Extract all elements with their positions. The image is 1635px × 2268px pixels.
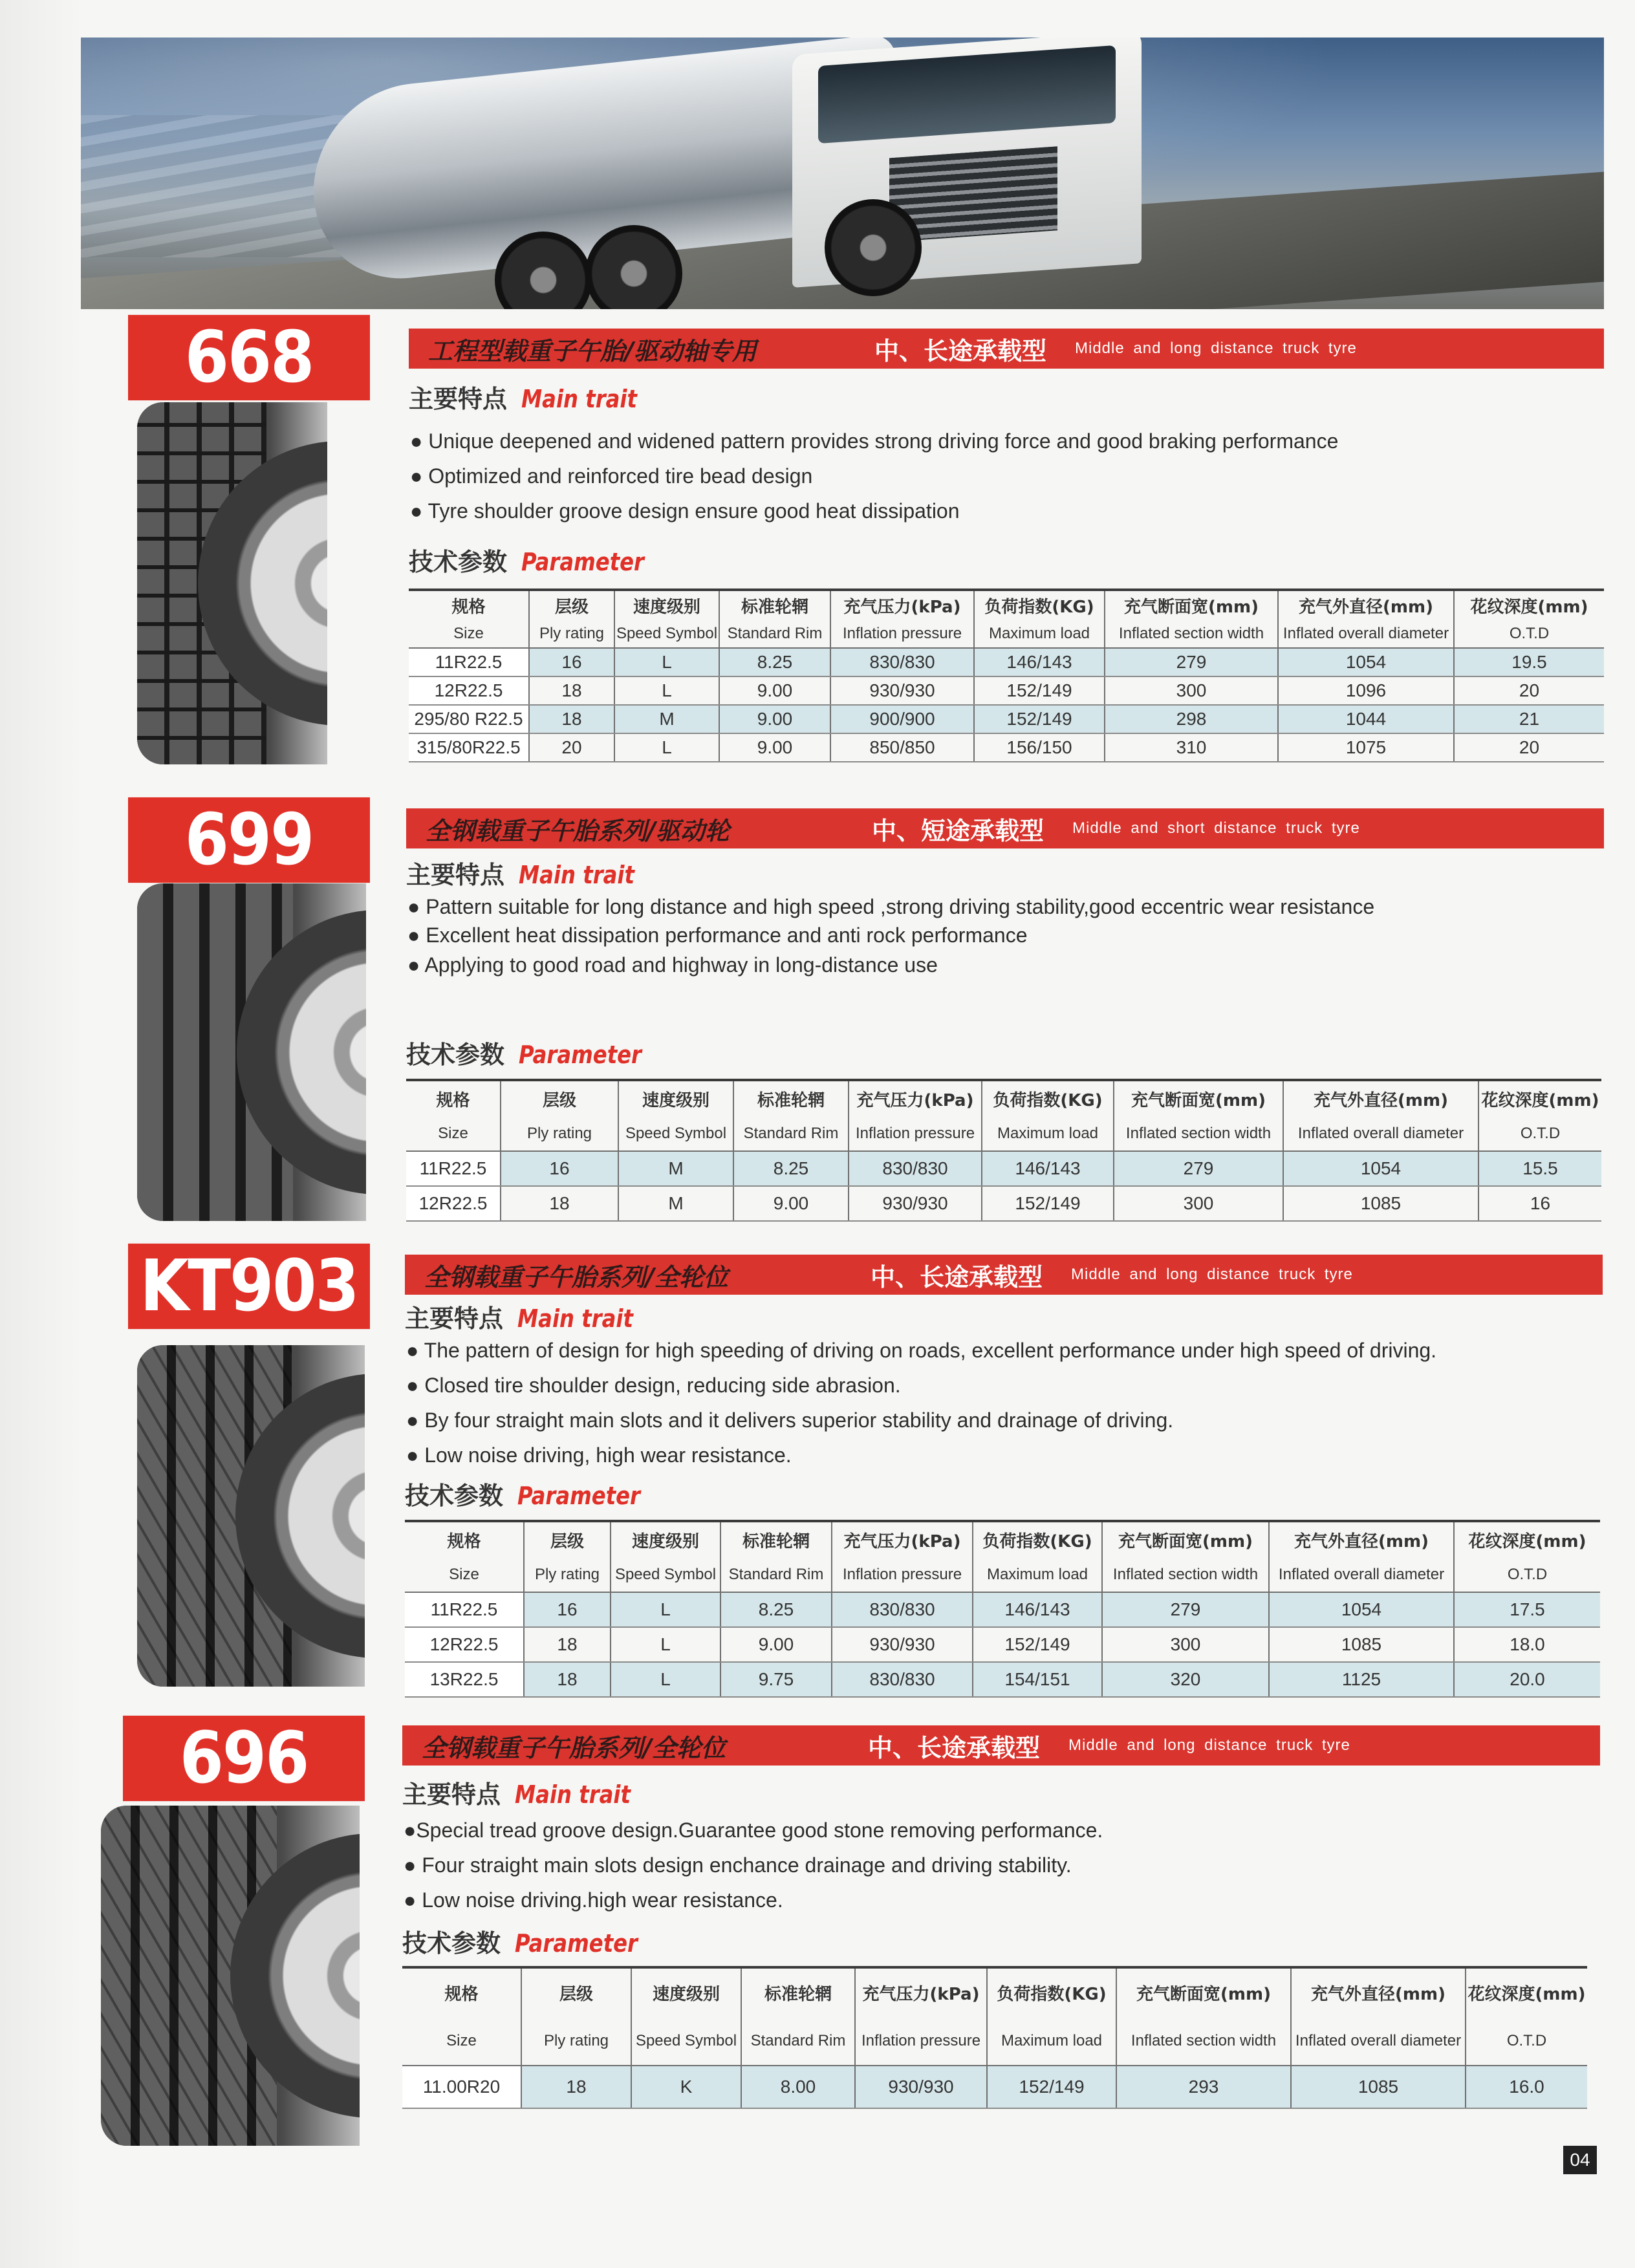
table-cell: O.T.D <box>1478 1116 1601 1151</box>
table-cell: O.T.D <box>1454 1557 1600 1592</box>
table-cell: 层级 <box>529 590 614 620</box>
category-label: 全钢载重子午胎系列/全轮位 <box>424 1262 728 1291</box>
table-cell: 930/930 <box>832 1627 973 1662</box>
table-cell: 12R22.5 <box>406 1186 501 1221</box>
table-cell: Standard Rim <box>733 1116 849 1151</box>
table-cell: 负荷指数(KG) <box>974 590 1105 620</box>
model-tag-kt903: KT903 <box>128 1244 370 1329</box>
table-cell: 16 <box>524 1592 611 1627</box>
table-cell: 18 <box>524 1662 611 1697</box>
model-tag-668: 668 <box>128 315 370 400</box>
table-cell: 830/830 <box>832 1662 973 1697</box>
main-trait-heading <box>406 855 655 891</box>
table-header-cn <box>402 1967 1587 2016</box>
table-cell: 9.00 <box>733 1186 849 1221</box>
table-cell: 层级 <box>521 1967 631 2016</box>
table-cell: 1044 <box>1278 705 1454 733</box>
table-cell: Maximum load <box>987 2016 1116 2066</box>
table-cell: 20 <box>529 733 614 762</box>
table-row <box>402 2066 1587 2108</box>
table-cell: 充气外直径(mm) <box>1283 1080 1478 1116</box>
table-cell: 11R22.5 <box>405 1592 524 1627</box>
table-cell: 15.5 <box>1478 1151 1601 1186</box>
main-trait-en: Main trait <box>521 385 637 413</box>
table-row <box>409 648 1604 676</box>
tyre-699-image <box>137 883 366 1221</box>
table-row <box>409 733 1604 762</box>
table-row <box>409 705 1604 733</box>
table-cell: 规格 <box>402 1967 521 2016</box>
table-cell: Speed Symbol <box>631 2016 741 2066</box>
table-cell: 速度级别 <box>611 1521 720 1557</box>
parameter-cn: 技术参数 <box>409 548 508 576</box>
table-cell: Size <box>402 2016 521 2066</box>
parameter-cn: 技术参数 <box>405 1482 504 1510</box>
table-cell: Inflated overall diameter <box>1283 1116 1478 1151</box>
table-cell: Size <box>405 1557 524 1592</box>
table-cell: 规格 <box>406 1080 501 1116</box>
table-cell: 279 <box>1114 1151 1283 1186</box>
distance-label-en: Middle and long distance truck tyre <box>1068 1736 1350 1754</box>
category-label: 工程型载重子午胎/驱动轴专用 <box>428 336 757 365</box>
table-cell: L <box>614 648 719 676</box>
table-cell: M <box>614 705 719 733</box>
main-trait-cn: 主要特点 <box>402 1780 501 1809</box>
table-cell: O.T.D <box>1466 2016 1587 2066</box>
table-cell: 速度级别 <box>618 1080 733 1116</box>
table-cell: Ply rating <box>529 620 614 648</box>
main-trait-heading <box>402 1775 651 1810</box>
table-cell: 18 <box>521 2066 631 2108</box>
table-cell: Inflated section width <box>1105 620 1278 648</box>
table-cell: Speed Symbol <box>611 1557 720 1592</box>
table-cell: 293 <box>1116 2066 1291 2108</box>
table-cell: 充气外直径(mm) <box>1278 590 1454 620</box>
trait-item: ●Special tread groove design.Guarantee good stone removing performance. <box>404 1819 1103 1842</box>
header-bar-696 <box>402 1725 1600 1766</box>
table-cell: Size <box>409 620 529 648</box>
table-cell: 11R22.5 <box>406 1151 501 1186</box>
table-cell: 18 <box>529 705 614 733</box>
trait-list-kt903 <box>406 1339 1436 1477</box>
table-cell: 16.0 <box>1466 2066 1587 2108</box>
trait-list-668 <box>410 429 1338 534</box>
table-cell: M <box>618 1186 733 1221</box>
table-cell: 9.00 <box>719 705 830 733</box>
table-cell: 830/830 <box>832 1592 973 1627</box>
table-cell: 1085 <box>1283 1186 1478 1221</box>
trait-item: ● The pattern of design for high speeding of driving on roads, excellent performance under high speed of driving. <box>406 1339 1437 1362</box>
table-cell: 1054 <box>1283 1151 1478 1186</box>
table-cell: 充气断面宽(mm) <box>1116 1967 1291 2016</box>
parameter-heading <box>402 1923 660 1959</box>
table-cell: Inflation pressure <box>855 2016 987 2066</box>
trait-item: ● Applying to good road and highway in long-distance use <box>407 953 938 977</box>
table-cell: Standard Rim <box>719 620 830 648</box>
table-cell: Inflated section width <box>1102 1557 1269 1592</box>
table-cell: 930/930 <box>849 1186 982 1221</box>
trait-item: ● Low noise driving.high wear resistance. <box>404 1888 783 1912</box>
trait-item: ● Closed tire shoulder design, reducing side abrasion. <box>406 1374 901 1397</box>
parameter-en: Parameter <box>515 1929 638 1958</box>
distance-label: 中、短途承载型 <box>872 816 1045 845</box>
table-cell: 标准轮辋 <box>720 1521 832 1557</box>
category-label: 全钢载重子午胎系列/全轮位 <box>422 1733 726 1762</box>
trait-item: ● Low noise driving, high wear resistance. <box>406 1443 792 1467</box>
table-cell: K <box>631 2066 741 2108</box>
table-cell: 315/80R22.5 <box>409 733 529 762</box>
table-cell: 298 <box>1105 705 1278 733</box>
table-cell: L <box>614 733 719 762</box>
main-trait-heading <box>405 1299 654 1334</box>
table-cell: 层级 <box>501 1080 618 1116</box>
table-cell: 11R22.5 <box>409 648 529 676</box>
parameter-cn: 技术参数 <box>406 1041 505 1069</box>
distance-label: 中、长途承载型 <box>871 1262 1043 1291</box>
trait-item: ● Four straight main slots design enchance drainage and driving stability. <box>404 1853 1072 1877</box>
table-cell: O.T.D <box>1454 620 1604 648</box>
table-cell: L <box>614 676 719 705</box>
table-cell: 18 <box>529 676 614 705</box>
page-edge-shadow <box>0 0 84 2268</box>
table-cell: 850/850 <box>830 733 974 762</box>
trait-item: ● Unique deepened and widened pattern provides strong driving force and good braking performance <box>410 429 1339 453</box>
table-cell: 830/830 <box>849 1151 982 1186</box>
distance-label-en: Middle and short distance truck tyre <box>1072 819 1360 837</box>
table-cell: Ply rating <box>521 2016 631 2066</box>
main-trait-en: Main trait <box>519 861 634 889</box>
table-cell: Maximum load <box>973 1557 1102 1592</box>
table-cell: 12R22.5 <box>409 676 529 705</box>
table-cell: 146/143 <box>973 1592 1102 1627</box>
table-cell: 标准轮辋 <box>741 1967 855 2016</box>
table-cell: Inflation pressure <box>849 1116 982 1151</box>
table-header-cn <box>409 590 1604 620</box>
table-row <box>405 1592 1600 1627</box>
model-tag-696: 696 <box>123 1716 365 1801</box>
table-cell: 标准轮辋 <box>733 1080 849 1116</box>
tyre-696-image <box>101 1806 360 2146</box>
table-cell: 830/830 <box>830 648 974 676</box>
table-cell: 充气压力(kPa) <box>849 1080 982 1116</box>
table-cell: Ply rating <box>501 1116 618 1151</box>
table-cell: 300 <box>1105 676 1278 705</box>
table-header-cn <box>406 1080 1601 1116</box>
table-cell: 充气压力(kPa) <box>830 590 974 620</box>
table-cell: 9.00 <box>720 1627 832 1662</box>
table-cell: 花纹深度(mm) <box>1454 590 1604 620</box>
table-cell: 16 <box>501 1151 618 1186</box>
table-cell: 16 <box>529 648 614 676</box>
table-cell: Standard Rim <box>720 1557 832 1592</box>
table-cell: 充气断面宽(mm) <box>1102 1521 1269 1557</box>
distance-label-en: Middle and long distance truck tyre <box>1075 340 1357 357</box>
table-cell: 速度级别 <box>631 1967 741 2016</box>
table-cell: 156/150 <box>974 733 1105 762</box>
table-cell: 1085 <box>1291 2066 1466 2108</box>
table-cell: 充气外直径(mm) <box>1291 1967 1466 2016</box>
table-cell: 146/143 <box>974 648 1105 676</box>
table-cell: 9.00 <box>719 733 830 762</box>
parameter-cn: 技术参数 <box>402 1929 501 1958</box>
table-cell: 152/149 <box>987 2066 1116 2108</box>
header-bar-kt903 <box>405 1255 1603 1295</box>
table-cell: 152/149 <box>974 676 1105 705</box>
main-trait-en: Main trait <box>515 1780 631 1809</box>
table-cell: 花纹深度(mm) <box>1478 1080 1601 1116</box>
tyre-668-image <box>137 402 327 764</box>
table-cell: 规格 <box>405 1521 524 1557</box>
table-cell: 152/149 <box>982 1186 1114 1221</box>
table-cell: Maximum load <box>982 1116 1114 1151</box>
table-cell: Inflated overall diameter <box>1269 1557 1454 1592</box>
table-cell: 花纹深度(mm) <box>1454 1521 1600 1557</box>
table-cell: 充气断面宽(mm) <box>1114 1080 1283 1116</box>
table-header-en <box>402 2016 1587 2066</box>
trait-list-696 <box>404 1819 1103 1922</box>
table-header-en <box>406 1116 1601 1151</box>
table-cell: 20 <box>1454 733 1604 762</box>
table-cell: Inflated overall diameter <box>1278 620 1454 648</box>
table-cell: 充气压力(kPa) <box>832 1521 973 1557</box>
main-trait-cn: 主要特点 <box>406 861 505 889</box>
table-cell: 8.25 <box>719 648 830 676</box>
distance-label: 中、长途承载型 <box>874 336 1047 365</box>
parameter-heading <box>409 542 666 578</box>
table-cell: 负荷指数(KG) <box>987 1967 1116 2016</box>
table-cell: 300 <box>1114 1186 1283 1221</box>
table-cell: 充气压力(kPa) <box>855 1967 987 2016</box>
spec-table-668 <box>409 589 1604 762</box>
table-cell: Inflated section width <box>1114 1116 1283 1151</box>
table-cell: L <box>611 1662 720 1697</box>
table-cell: 18 <box>501 1186 618 1221</box>
table-cell: 16 <box>1478 1186 1601 1221</box>
trait-item: ● Tyre shoulder groove design ensure good heat dissipation <box>410 499 960 523</box>
table-cell: 320 <box>1102 1662 1269 1697</box>
spec-table-696 <box>402 1966 1587 2109</box>
table-cell: Standard Rim <box>741 2016 855 2066</box>
table-cell: 11.00R20 <box>402 2066 521 2108</box>
table-cell: 20.0 <box>1454 1662 1600 1697</box>
parameter-heading <box>405 1476 662 1511</box>
table-cell: 规格 <box>409 590 529 620</box>
table-cell: 154/151 <box>973 1662 1102 1697</box>
table-cell: 300 <box>1102 1627 1269 1662</box>
table-row <box>405 1627 1600 1662</box>
table-cell: 1125 <box>1269 1662 1454 1697</box>
category-label: 全钢载重子午胎系列/驱动轮 <box>426 816 730 845</box>
table-cell: Maximum load <box>974 620 1105 648</box>
main-trait-heading <box>409 379 658 415</box>
parameter-en: Parameter <box>521 548 644 576</box>
table-cell: 1096 <box>1278 676 1454 705</box>
table-cell: 12R22.5 <box>405 1627 524 1662</box>
table-row <box>405 1662 1600 1697</box>
table-header-en <box>405 1557 1600 1592</box>
table-cell: Speed Symbol <box>614 620 719 648</box>
table-cell: 310 <box>1105 733 1278 762</box>
parameter-en: Parameter <box>517 1482 640 1510</box>
table-row <box>406 1151 1601 1186</box>
parameter-en: Parameter <box>519 1041 642 1069</box>
table-row <box>406 1186 1601 1221</box>
main-trait-en: Main trait <box>517 1304 633 1333</box>
table-cell: Size <box>406 1116 501 1151</box>
table-cell: L <box>611 1627 720 1662</box>
table-cell: 速度级别 <box>614 590 719 620</box>
table-cell: 20 <box>1454 676 1604 705</box>
table-cell: 1054 <box>1269 1592 1454 1627</box>
trait-item: ● By four straight main slots and it delivers superior stability and drainage of driving. <box>406 1409 1174 1432</box>
trait-list-699 <box>407 895 1374 983</box>
table-cell: Inflated section width <box>1116 2016 1291 2066</box>
page-number: 04 <box>1563 2146 1597 2174</box>
trait-item: ● Pattern suitable for long distance and high speed ,strong driving stability,good eccentric wear resistance <box>407 895 1375 918</box>
table-cell: 充气断面宽(mm) <box>1105 590 1278 620</box>
spec-table-kt903 <box>405 1520 1600 1698</box>
table-cell: 充气外直径(mm) <box>1269 1521 1454 1557</box>
table-cell: 21 <box>1454 705 1604 733</box>
tyre-kt903-image <box>137 1345 365 1687</box>
table-cell: 花纹深度(mm) <box>1466 1967 1587 2016</box>
distance-label-en: Middle and long distance truck tyre <box>1071 1266 1353 1283</box>
main-trait-cn: 主要特点 <box>405 1304 504 1333</box>
table-cell: 负荷指数(KG) <box>982 1080 1114 1116</box>
table-cell: 标准轮辋 <box>719 590 830 620</box>
table-cell: Inflation pressure <box>832 1557 973 1592</box>
table-cell: 279 <box>1105 648 1278 676</box>
table-header-en <box>409 620 1604 648</box>
distance-label: 中、长途承载型 <box>868 1733 1041 1762</box>
table-cell: 13R22.5 <box>405 1662 524 1697</box>
table-cell: Ply rating <box>524 1557 611 1592</box>
model-tag-699: 699 <box>128 797 370 883</box>
table-cell: 18.0 <box>1454 1627 1600 1662</box>
table-cell: Inflation pressure <box>830 620 974 648</box>
table-cell: M <box>618 1151 733 1186</box>
table-cell: 152/149 <box>973 1627 1102 1662</box>
table-cell: 279 <box>1102 1592 1269 1627</box>
parameter-heading <box>406 1035 664 1070</box>
table-cell: 19.5 <box>1454 648 1604 676</box>
table-cell: 1085 <box>1269 1627 1454 1662</box>
trait-item: ● Optimized and reinforced tire bead design <box>410 464 813 488</box>
table-cell: 900/900 <box>830 705 974 733</box>
table-cell: 8.25 <box>733 1151 849 1186</box>
table-cell: 1054 <box>1278 648 1454 676</box>
tanker-truck-banner-image <box>81 38 1604 309</box>
table-header-cn <box>405 1521 1600 1557</box>
table-cell: 152/149 <box>974 705 1105 733</box>
spec-table-699 <box>406 1079 1601 1222</box>
table-cell: 层级 <box>524 1521 611 1557</box>
table-cell: 负荷指数(KG) <box>973 1521 1102 1557</box>
trait-item: ● Excellent heat dissipation performance and anti rock performance <box>407 923 1028 947</box>
table-row <box>409 676 1604 705</box>
table-cell: 8.00 <box>741 2066 855 2108</box>
table-cell: L <box>611 1592 720 1627</box>
table-cell: 9.75 <box>720 1662 832 1697</box>
table-cell: 1075 <box>1278 733 1454 762</box>
table-cell: 8.25 <box>720 1592 832 1627</box>
table-cell: 930/930 <box>830 676 974 705</box>
header-bar-699 <box>406 808 1604 848</box>
table-cell: Inflated overall diameter <box>1291 2016 1466 2066</box>
table-cell: 17.5 <box>1454 1592 1600 1627</box>
table-cell: 146/143 <box>982 1151 1114 1186</box>
table-cell: 295/80 R22.5 <box>409 705 529 733</box>
table-cell: 930/930 <box>855 2066 987 2108</box>
header-bar-668 <box>409 329 1604 369</box>
table-cell: Speed Symbol <box>618 1116 733 1151</box>
table-cell: 18 <box>524 1627 611 1662</box>
table-cell: 9.00 <box>719 676 830 705</box>
main-trait-cn: 主要特点 <box>409 385 508 413</box>
